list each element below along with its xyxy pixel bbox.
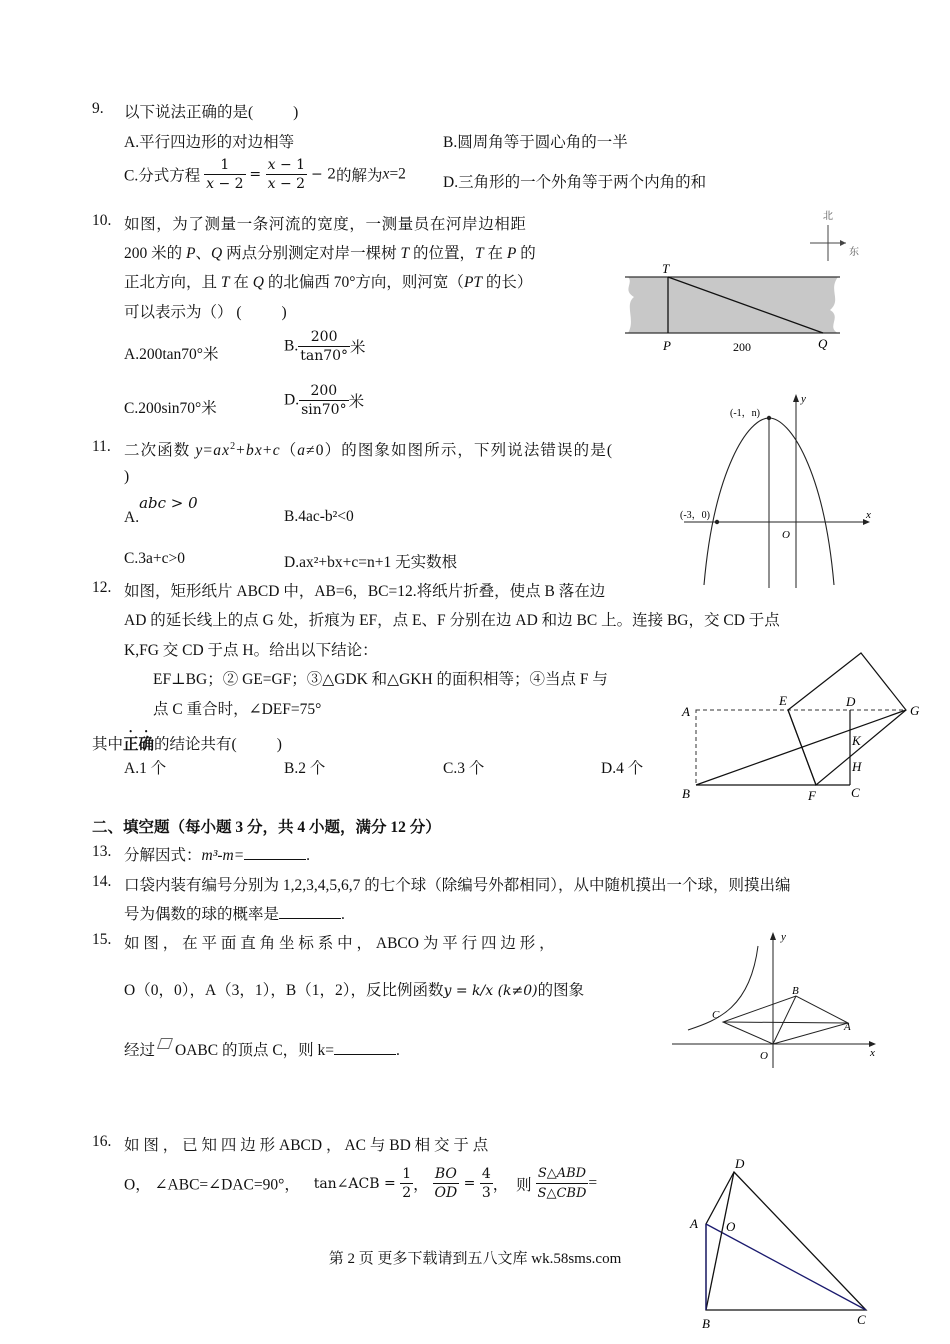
q10-line3: 正北方向，且 T 在 Q 的北偏西 70°方向，则河宽（PT 的长） — [124, 274, 533, 291]
label-x: x — [870, 1047, 875, 1059]
hyperbola-branch — [688, 946, 758, 1030]
q9-option-d: D.三角形的一个外角等于两个内角的和 — [443, 174, 707, 191]
river-area — [628, 277, 838, 333]
label-o: O — [760, 1050, 768, 1062]
q10-line4: 可以表示为（） ( ) — [124, 304, 287, 321]
label-a: A — [682, 704, 690, 719]
label-t: T — [662, 261, 670, 276]
q10-line2: 200 米的 P、Q 两点分别测定对岸一棵树 T 的位置，T 在 P 的 — [124, 245, 536, 262]
label-vertex: (-1，n) — [730, 408, 760, 419]
label-y: y — [781, 931, 786, 943]
label-q: Q — [818, 336, 828, 351]
q12-option-b: B.2 个 — [284, 760, 326, 777]
q11-parabola-figure — [676, 390, 876, 590]
compass-east: 东 — [849, 247, 859, 258]
folded-shape — [788, 653, 906, 785]
label-k: K — [852, 733, 861, 748]
label-e: E — [779, 693, 787, 708]
q12-line5: 点 C 重合时，∠DEF=75° — [153, 701, 322, 718]
q16-line1: 如 图 ， 已 知 四 边 形 ABCD ， AC 与 BD 相 交 于 点 — [124, 1137, 489, 1154]
q16-line2: O， ∠ABC=∠DAC=90°， tan∠ACB = $\frac{1}{2}$ ， $\frac{BO}{OD}$ = $\frac{4}{3}$ ， 则 $\frac{\text{S△ABD}}{\text{S△CBD}}$ = — [124, 1166, 598, 1201]
q13-number: 13. — [92, 843, 112, 860]
y-axis-arrow-icon — [770, 932, 776, 940]
q14-blank[interactable] — [279, 904, 341, 919]
q15-line2: O（0，0），A（3，1），B（1，2），反比例函数y = k/x (k≠0)的图象 — [124, 982, 585, 999]
q10-number: 10. — [92, 212, 112, 229]
q15-line3: 经过 OABC 的顶点 C，则 k= . — [124, 1038, 400, 1060]
q10-option-a: A.200tan70°米 — [124, 346, 219, 363]
q12-option-a: A.1 个 — [124, 760, 167, 777]
q15-line1: 如 图 ， 在 平 面 直 角 坐 标 系 中 ， ABCO 为 平 行 四 边 形 ， — [124, 935, 555, 952]
vertex-point — [767, 416, 771, 420]
q15-coordinate-figure — [668, 928, 883, 1073]
q15-number: 15. — [92, 931, 112, 948]
compass-north: 北 — [823, 211, 833, 222]
q11-line1: 二次函数 $y=ax^2+bx+c(a\ne 0)$的图象如图所示，下列说法错误的是( — [124, 440, 614, 459]
q9-option-a: A.平行四边形的对边相等 — [124, 134, 295, 151]
label-c: C — [851, 785, 860, 800]
parallelogram-icon — [157, 1038, 173, 1049]
q11-option-d: D.ax²+bx+c=n+1 无实数根 — [284, 554, 458, 571]
rect-abcd — [696, 710, 850, 785]
label-b: B — [702, 1316, 710, 1331]
q9-option-c: C.分式方程 $\frac{1}{x - 2}$ = $\frac{x - 1}{x - 2}$ − 2的解为x=2 — [124, 157, 406, 192]
q12-line1: 如图，矩形纸片 ABCD 中，AB=6，BC=12.将纸片折叠，使点 B 落在边 — [124, 583, 606, 600]
q11-option-b: B.4ac-b²<0 — [284, 508, 354, 525]
label-f: F — [808, 788, 816, 803]
q11-number: 11. — [92, 438, 111, 455]
label-x: x — [866, 509, 871, 521]
y-axis-arrow-icon — [793, 394, 799, 402]
page-footer: 第 2 页 更多下载请到五八文库 wk.58sms.com — [328, 1251, 622, 1267]
diagonal-bd — [706, 1172, 734, 1310]
parallelogram-abco — [723, 996, 848, 1044]
label-c: C — [712, 1009, 720, 1021]
q10-option-c: C.200sin70°米 — [124, 400, 217, 417]
q10-river-figure — [620, 205, 870, 365]
q14-line1: 口袋内装有编号分别为 1,2,3,4,5,6,7 的七个球（除编号外都相同），从中随机摸出一个球，则摸出编 — [124, 877, 791, 894]
label-g: G — [910, 703, 920, 718]
label-b: B — [792, 985, 799, 997]
label-distance: 200 — [733, 340, 751, 354]
q9-option-b: B.圆周角等于圆心角的一半 — [443, 134, 628, 151]
root-point — [715, 520, 719, 524]
q12-line6: 其中正确的结论共有( ) — [92, 736, 282, 753]
label-p: P — [663, 338, 671, 353]
q15-blank[interactable] — [334, 1040, 396, 1055]
label-origin: O — [782, 529, 790, 541]
label-b: B — [682, 786, 690, 801]
label-d: D — [846, 694, 856, 709]
q12-rectangle-figure — [676, 645, 936, 805]
label-o: O — [726, 1219, 736, 1234]
q16-number: 16. — [92, 1133, 112, 1150]
q11-option-a: A.abc > 0 — [124, 494, 198, 526]
q12-option-d: D.4 个 — [601, 760, 644, 777]
q11-line2: ) — [124, 468, 130, 485]
q12-option-c: C.3 个 — [443, 760, 485, 777]
compass-arrow-icon — [840, 240, 846, 246]
q12-line2: AD 的延长线上的点 G 处，折痕为 EF，点 E、F 分别在边 AD 和边 BC 上。连接 BG，交 CD 于点 — [124, 612, 780, 629]
label-d: D — [735, 1156, 745, 1171]
label-y: y — [801, 393, 806, 405]
label-root: (-3，0) — [680, 510, 710, 521]
q10-line1: 如图，为了测量一条河流的宽度，一测量员在河岸边相距 — [124, 216, 527, 233]
diagonal-ca — [723, 1022, 848, 1023]
q10-option-b: B. $\frac{200}{\tan 70^\circ}$ 米 — [284, 329, 366, 364]
segment-bg — [696, 710, 906, 785]
label-a: A — [844, 1021, 851, 1033]
q12-line3: K,FG 交 CD 于点 H。给出以下结论： — [124, 642, 378, 659]
section-2-heading: 二、填空题（每小题 3 分，共 4 小题，满分 12 分） — [92, 819, 441, 836]
q9-stem: 以下说法正确的是( ) — [124, 104, 299, 121]
label-c: C — [857, 1312, 866, 1327]
q16-quadrilateral-figure — [676, 1152, 876, 1338]
q9-number: 9. — [92, 100, 104, 117]
label-h: H — [852, 759, 862, 774]
q14-line2: 号为偶数的球的概率是 . — [124, 906, 345, 923]
q14-number: 14. — [92, 873, 112, 890]
label-a: A — [690, 1216, 698, 1231]
q13-text: 分解因式：m³-m= . — [124, 847, 311, 864]
q12-line4: EF⊥BG；② GE=GF；③△GDK 和△GKH 的面积相等；④当点 F 与 — [153, 671, 608, 688]
q13-blank[interactable] — [244, 845, 306, 860]
q12-number: 12. — [92, 579, 112, 596]
q11-option-c: C.3a+c>0 — [124, 550, 185, 567]
q10-option-d: D. $\frac{200}{\sin 70^\circ}$ 米 — [284, 383, 365, 418]
